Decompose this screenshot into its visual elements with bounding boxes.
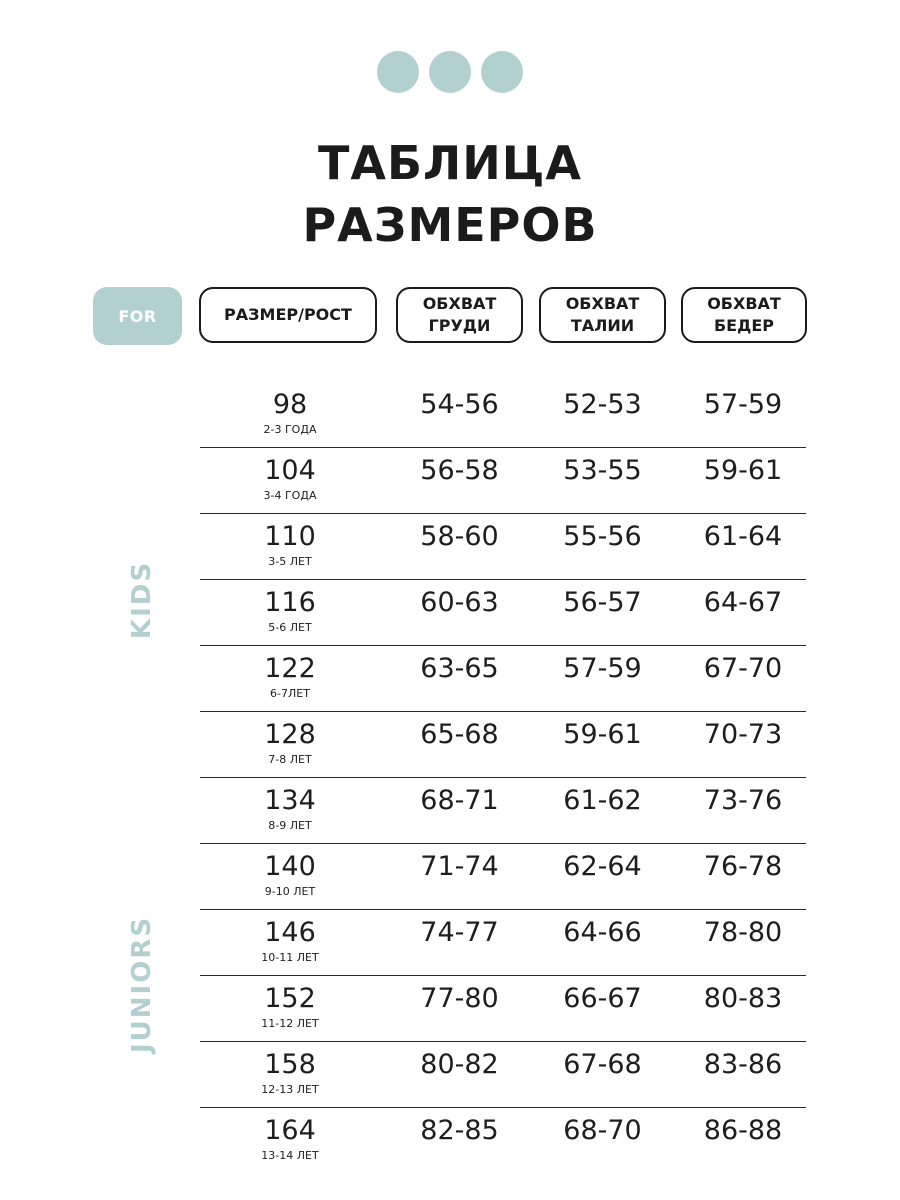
size-value: 122 [264, 653, 316, 684]
size-cell [200, 1114, 380, 1163]
chest-value: 65-68 [420, 719, 499, 750]
size-value: 134 [264, 785, 316, 816]
hips-value: 83-86 [703, 1049, 783, 1080]
size-cell [200, 718, 380, 767]
size-cell [200, 388, 380, 437]
waist-value: 64-66 [563, 917, 642, 948]
chest-value: 58-60 [420, 521, 499, 552]
age-range: 8-9 ЛЕТ [268, 819, 312, 832]
size-value: 158 [264, 1049, 316, 1080]
waist-value: 61-62 [563, 785, 642, 816]
hips-value: 70-73 [703, 719, 783, 750]
chest-value: 56-58 [420, 455, 499, 486]
size-cell [200, 784, 380, 833]
table-row [200, 976, 806, 1042]
group-label-kids: KIDS [127, 560, 157, 640]
size-value: 140 [264, 851, 316, 882]
for-label: FOR [93, 287, 182, 345]
age-range: 2-3 ГОДА [263, 423, 317, 436]
chest-value: 60-63 [420, 587, 499, 618]
table-row [200, 1042, 806, 1108]
age-range: 11-12 ЛЕТ [261, 1017, 319, 1030]
size-value: 128 [264, 719, 316, 750]
table-row [200, 1108, 806, 1174]
age-range: 12-13 ЛЕТ [261, 1083, 319, 1096]
size-value: 116 [264, 587, 316, 618]
age-range: 6-7ЛЕТ [270, 687, 310, 700]
waist-value: 59-61 [563, 719, 642, 750]
age-range: 5-6 ЛЕТ [268, 621, 312, 634]
hips-value: 86-88 [703, 1115, 783, 1146]
table-row [200, 382, 806, 448]
dot-2 [429, 51, 471, 93]
table-row [200, 910, 806, 976]
table-row [200, 712, 806, 778]
age-range: 10-11 ЛЕТ [261, 951, 319, 964]
table-row [200, 646, 806, 712]
waist-value: 55-56 [563, 521, 642, 552]
dot-1 [377, 51, 419, 93]
size-value: 146 [264, 917, 316, 948]
chest-value: 54-56 [420, 389, 499, 420]
table-row [200, 514, 806, 580]
hips-value: 59-61 [703, 455, 783, 486]
column-header-size: РАЗМЕР/РОСТ [199, 287, 377, 343]
waist-value: 56-57 [563, 587, 642, 618]
hips-value: 64-67 [703, 587, 783, 618]
waist-value: 66-67 [563, 983, 642, 1014]
waist-value: 57-59 [563, 653, 642, 684]
waist-value: 53-55 [563, 455, 642, 486]
size-cell [200, 520, 380, 569]
size-value: 164 [264, 1115, 316, 1146]
size-cell [200, 850, 380, 899]
size-value: 98 [272, 389, 308, 420]
size-value: 110 [264, 521, 316, 552]
size-value: 152 [264, 983, 316, 1014]
size-cell [200, 916, 380, 965]
chest-value: 63-65 [420, 653, 499, 684]
group-label-juniors: JUNIORS [127, 915, 157, 1053]
column-header-chest: ОБХВАТ ГРУДИ [396, 287, 523, 343]
size-table [200, 382, 806, 1174]
hips-value: 78-80 [703, 917, 783, 948]
size-cell [200, 982, 380, 1031]
dot-3 [481, 51, 523, 93]
decorative-dots [377, 51, 523, 93]
page-title [0, 132, 900, 256]
age-range: 9-10 ЛЕТ [264, 885, 316, 898]
column-header-waist: ОБХВАТ ТАЛИИ [539, 287, 666, 343]
waist-value: 68-70 [563, 1115, 642, 1146]
chest-value: 68-71 [420, 785, 499, 816]
chest-value: 71-74 [420, 851, 499, 882]
column-header-hips: ОБХВАТ БЕДЕР [681, 287, 807, 343]
age-range: 7-8 ЛЕТ [268, 753, 312, 766]
age-range: 3-5 ЛЕТ [268, 555, 312, 568]
size-cell [200, 1048, 380, 1097]
waist-value: 62-64 [563, 851, 642, 882]
table-row [200, 778, 806, 844]
age-range: 13-14 ЛЕТ [261, 1149, 319, 1162]
size-cell [200, 454, 380, 503]
chest-value: 77-80 [420, 983, 499, 1014]
table-row [200, 580, 806, 646]
waist-value: 67-68 [563, 1049, 642, 1080]
table-row [200, 844, 806, 910]
age-range: 3-4 ГОДА [263, 489, 317, 502]
chest-value: 80-82 [420, 1049, 499, 1080]
waist-value: 52-53 [563, 389, 642, 420]
title-line-1: ТАБЛИЦА [317, 136, 583, 190]
size-cell [200, 652, 380, 701]
table-row [200, 448, 806, 514]
hips-value: 73-76 [703, 785, 783, 816]
chest-value: 74-77 [420, 917, 499, 948]
hips-value: 80-83 [703, 983, 783, 1014]
hips-value: 67-70 [703, 653, 783, 684]
hips-value: 76-78 [703, 851, 783, 882]
chest-value: 82-85 [420, 1115, 499, 1146]
size-cell [200, 586, 380, 635]
hips-value: 57-59 [703, 389, 783, 420]
hips-value: 61-64 [703, 521, 783, 552]
size-value: 104 [264, 455, 316, 486]
title-line-2: РАЗМЕРОВ [302, 198, 598, 252]
